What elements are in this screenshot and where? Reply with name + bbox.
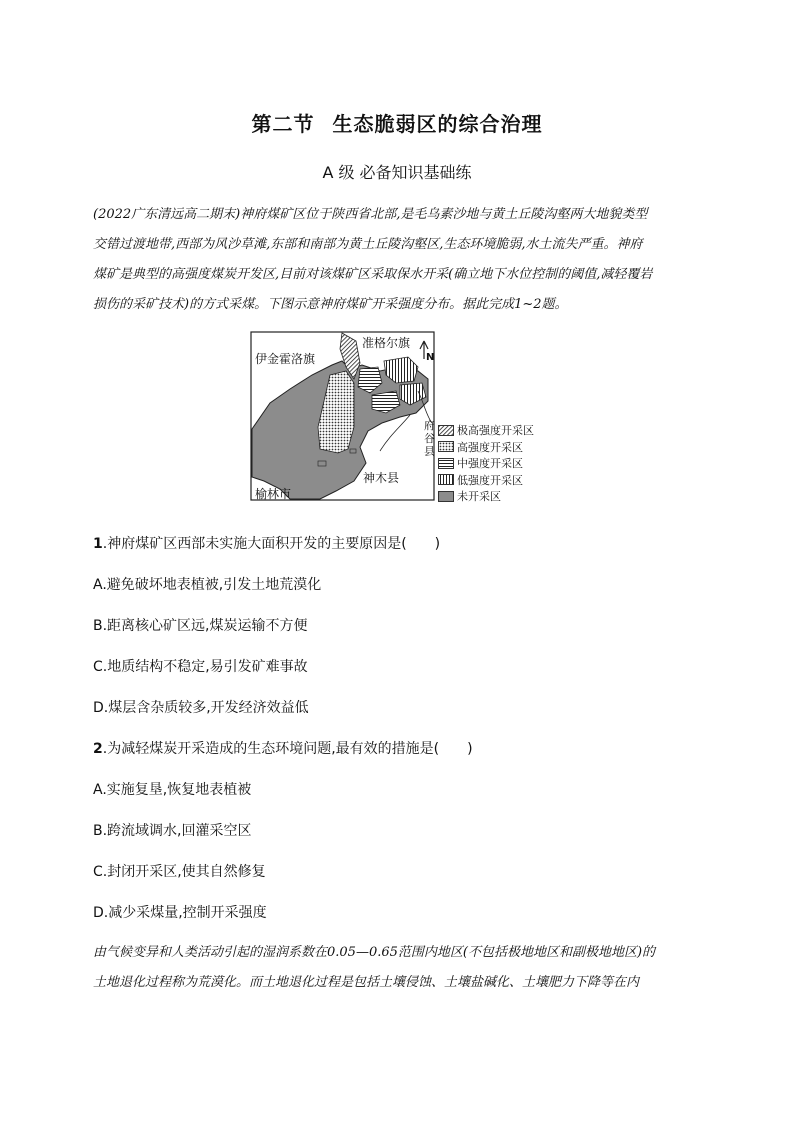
label-yijinhuoluo: 伊金霍洛旗	[255, 352, 316, 366]
question-2-stem	[93, 738, 473, 758]
passage-line: 损伤的采矿技术)的方式采煤。下图示意神府煤矿开采强度分布。据此完成1~2题。	[93, 297, 568, 312]
question-1-stem	[93, 533, 440, 553]
legend-item	[438, 439, 534, 456]
question-2-option-c[interactable]: C.封闭开采区,使其自然修复	[93, 864, 266, 880]
question-1-option-c[interactable]: C.地质结构不稳定,易引发矿难事故	[93, 659, 308, 675]
legend-item	[438, 422, 534, 439]
legend-label: 低强度开采区	[457, 473, 523, 487]
map-legend	[438, 422, 534, 505]
unmined-patch	[318, 461, 326, 466]
label-zhungeer: 准格尔旗	[362, 336, 411, 350]
legend-swatch-low	[438, 474, 454, 485]
label-north: N	[426, 352, 435, 363]
legend-item	[438, 488, 534, 505]
legend-swatch-high	[438, 441, 454, 452]
page-title	[0, 108, 794, 137]
passage-line: 由气候变异和人类活动引起的湿润系数在0.05—0.65范围内地区(不包括极地地区和副极地地区)的	[93, 945, 656, 960]
title-section: 第二节	[251, 112, 315, 136]
question-number: 2	[93, 741, 103, 757]
legend-label: 极高强度开采区	[457, 424, 534, 438]
legend-label: 高强度开采区	[457, 440, 523, 454]
label-shenmu: 神木县	[363, 471, 400, 485]
passage-line: (2022广东清远高二期末)神府煤矿区位于陕西省北部,是毛乌素沙地与黄土丘陵沟壑两大地貌类型	[93, 207, 648, 222]
legend-label: 中强度开采区	[457, 457, 523, 471]
desertification-passage	[93, 938, 705, 998]
title-topic: 生态脆弱区的综合治理	[332, 112, 543, 136]
question-text: .为减轻煤炭开采造成的生态环境问题,最有效的措施是( )	[102, 741, 473, 757]
question-2-option-b[interactable]: B.跨流域调水,回灌采空区	[93, 823, 252, 839]
passage-line: 交错过渡地带,西部为风沙草滩,东部和南部为黄土丘陵沟壑区,生态环境脆弱,水土流失严重。神府	[93, 237, 643, 252]
intro-passage	[93, 200, 705, 320]
question-1-option-d[interactable]: D.煤层含杂质较多,开发经济效益低	[93, 700, 309, 716]
label-fugu: 府谷县	[424, 419, 435, 458]
legend-swatch-very-high	[438, 425, 454, 436]
page-subtitle: A 级 必备知识基础练	[322, 163, 472, 182]
legend-item	[438, 455, 534, 472]
passage-line: 煤矿是典型的高强度煤炭开发区,目前对该煤矿区采取保水开采(确立地下水位控制的阈值,减轻覆岩	[93, 267, 653, 282]
question-number: 1	[93, 536, 103, 552]
question-2-option-a[interactable]: A.实施复垦,恢复地表植被	[93, 782, 252, 798]
legend-swatch-medium	[438, 458, 454, 469]
unmined-patch	[350, 449, 356, 453]
legend-label: 未开采区	[457, 490, 501, 504]
question-2-option-d[interactable]: D.减少采煤量,控制开采强度	[93, 905, 267, 921]
label-yulin: 榆林市	[255, 487, 292, 501]
passage-line: 土地退化过程称为荒漠化。而土地退化过程是包括土壤侵蚀、土壤盐碱化、土壤肥力下降等在内	[93, 975, 640, 990]
legend-item	[438, 472, 534, 489]
legend-swatch-unmined	[438, 491, 454, 502]
question-text: .神府煤矿区西部未实施大面积开发的主要原因是( )	[102, 536, 441, 552]
question-1-option-b[interactable]: B.距离核心矿区远,煤炭运输不方便	[93, 618, 308, 634]
question-1-option-a[interactable]: A.避免破坏地表植被,引发土地荒漠化	[93, 577, 322, 593]
